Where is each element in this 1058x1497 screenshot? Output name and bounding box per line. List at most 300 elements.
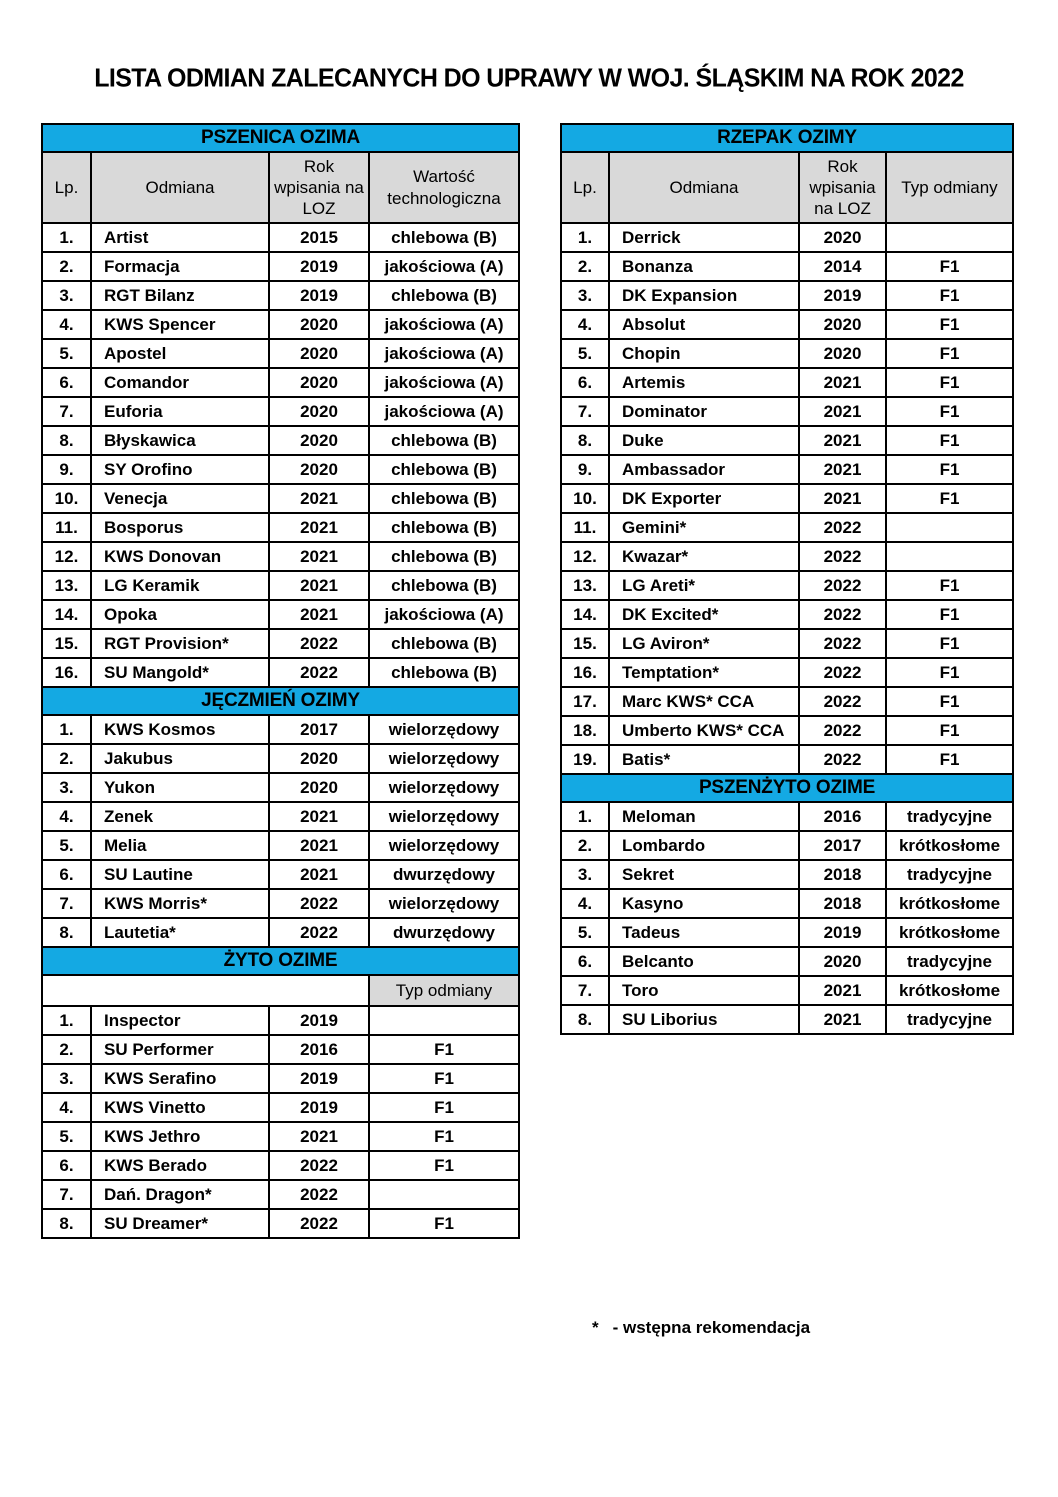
type-value-cell: jakościowa (A)	[369, 310, 519, 339]
row-number-cell: 4.	[42, 802, 91, 831]
year-cell: 2019	[269, 1093, 369, 1122]
row-number-cell: 3.	[42, 281, 91, 310]
row-number-cell: 7.	[42, 397, 91, 426]
year-cell: 2021	[799, 976, 886, 1005]
year-cell: 2022	[799, 716, 886, 745]
row-number-cell: 16.	[561, 658, 609, 687]
year-cell: 2021	[799, 484, 886, 513]
type-value-cell: jakościowa (A)	[369, 368, 519, 397]
type-value-cell: F1	[369, 1122, 519, 1151]
type-value-cell: F1	[886, 339, 1013, 368]
variety-name-cell: LG Areti*	[609, 571, 799, 600]
variety-name-cell: Marc KWS* CCA	[609, 687, 799, 716]
row-number-cell: 13.	[561, 571, 609, 600]
variety-name-cell: Batis*	[609, 745, 799, 774]
table-row	[561, 889, 1013, 918]
year-cell: 2021	[269, 571, 369, 600]
type-value-cell: tradycyjne	[886, 1005, 1013, 1034]
page-title: LISTA ODMIAN ZALECANYCH DO UPRAWY W WOJ. ŚLĄSKIM NA ROK 2022	[94, 63, 964, 93]
table-row	[561, 252, 1013, 281]
table-row	[561, 831, 1013, 860]
table-row	[561, 745, 1013, 774]
table-row	[561, 571, 1013, 600]
col-header-typ-zyto-ozime: Typ odmiany	[369, 975, 519, 1006]
type-value-cell: krótkosłome	[886, 831, 1013, 860]
table-row	[42, 542, 519, 571]
year-cell: 2021	[269, 1122, 369, 1151]
row-number-cell: 6.	[561, 368, 609, 397]
empty-subheader-zyto-ozime	[42, 975, 369, 1006]
row-number-cell: 6.	[42, 368, 91, 397]
type-value-cell: krótkosłome	[886, 889, 1013, 918]
table-row	[561, 223, 1013, 252]
year-cell: 2021	[269, 600, 369, 629]
table-row	[42, 252, 519, 281]
variety-name-cell: SU Lautine	[91, 860, 269, 889]
row-number-cell: 3.	[561, 860, 609, 889]
variety-name-cell: Artist	[91, 223, 269, 252]
table-row	[42, 223, 519, 252]
table-row	[561, 687, 1013, 716]
variety-name-cell: Dań. Dragon*	[91, 1180, 269, 1209]
row-number-cell: 10.	[561, 484, 609, 513]
type-value-cell: chlebowa (B)	[369, 571, 519, 600]
table-row	[561, 600, 1013, 629]
row-number-cell: 4.	[42, 1093, 91, 1122]
year-cell: 2022	[799, 629, 886, 658]
year-cell: 2022	[799, 542, 886, 571]
variety-name-cell: SU Dreamer*	[91, 1209, 269, 1238]
type-value-cell: F1	[886, 281, 1013, 310]
table-row	[42, 1209, 519, 1238]
table-row	[42, 571, 519, 600]
type-value-cell: jakościowa (A)	[369, 397, 519, 426]
variety-name-cell: Absolut	[609, 310, 799, 339]
year-cell: 2022	[269, 918, 369, 947]
year-cell: 2021	[799, 1005, 886, 1034]
year-cell: 2022	[269, 629, 369, 658]
type-value-cell: chlebowa (B)	[369, 426, 519, 455]
table-row	[42, 1151, 519, 1180]
variety-name-cell: Artemis	[609, 368, 799, 397]
type-value-cell	[886, 542, 1013, 571]
row-number-cell: 1.	[42, 1006, 91, 1035]
year-cell: 2019	[269, 281, 369, 310]
type-value-cell: tradycyjne	[886, 860, 1013, 889]
variety-name-cell: DK Excited*	[609, 600, 799, 629]
table-row	[42, 1180, 519, 1209]
row-number-cell: 1.	[561, 802, 609, 831]
year-cell: 2022	[799, 571, 886, 600]
row-number-cell: 6.	[42, 860, 91, 889]
type-value-cell	[369, 1180, 519, 1209]
year-cell: 2014	[799, 252, 886, 281]
type-value-cell: wielorzędowy	[369, 773, 519, 802]
type-value-cell: F1	[369, 1151, 519, 1180]
col-header-lp-pszenica-ozima: Lp.	[42, 152, 91, 223]
type-value-cell: F1	[886, 658, 1013, 687]
type-value-cell: chlebowa (B)	[369, 658, 519, 687]
type-value-cell: F1	[886, 716, 1013, 745]
row-number-cell: 2.	[42, 252, 91, 281]
year-cell: 2020	[269, 744, 369, 773]
table-row	[42, 310, 519, 339]
footnote-asterisk: *	[592, 1318, 599, 1337]
table-row	[561, 716, 1013, 745]
year-cell: 2022	[799, 745, 886, 774]
table-row	[561, 310, 1013, 339]
type-value-cell: jakościowa (A)	[369, 339, 519, 368]
type-value-cell: F1	[886, 310, 1013, 339]
type-value-cell: chlebowa (B)	[369, 484, 519, 513]
year-cell: 2017	[269, 715, 369, 744]
year-cell: 2022	[799, 513, 886, 542]
table-row	[42, 368, 519, 397]
section-title-zyto-ozime: ŻYTO OZIME	[42, 947, 519, 975]
row-number-cell: 5.	[42, 1122, 91, 1151]
variety-name-cell: Inspector	[91, 1006, 269, 1035]
year-cell: 2022	[799, 687, 886, 716]
year-cell: 2022	[799, 600, 886, 629]
variety-name-cell: DK Exporter	[609, 484, 799, 513]
table-row	[42, 1006, 519, 1035]
row-number-cell: 10.	[42, 484, 91, 513]
variety-name-cell: KWS Spencer	[91, 310, 269, 339]
type-value-cell: dwurzędowy	[369, 918, 519, 947]
row-number-cell: 6.	[42, 1151, 91, 1180]
row-number-cell: 6.	[561, 947, 609, 976]
row-number-cell: 1.	[42, 715, 91, 744]
row-number-cell: 7.	[561, 397, 609, 426]
type-value-cell: krótkosłome	[886, 976, 1013, 1005]
type-value-cell: F1	[886, 368, 1013, 397]
table-row	[561, 658, 1013, 687]
variety-name-cell: Ambassador	[609, 455, 799, 484]
row-number-cell: 7.	[561, 976, 609, 1005]
table-row	[42, 455, 519, 484]
type-value-cell	[369, 1006, 519, 1035]
year-cell: 2021	[269, 484, 369, 513]
table-row	[42, 629, 519, 658]
table-row	[561, 368, 1013, 397]
year-cell: 2018	[799, 889, 886, 918]
table-row	[561, 976, 1013, 1005]
type-value-cell: wielorzędowy	[369, 889, 519, 918]
table-row	[561, 542, 1013, 571]
type-value-cell: wielorzędowy	[369, 744, 519, 773]
type-value-cell: chlebowa (B)	[369, 223, 519, 252]
variety-name-cell: Chopin	[609, 339, 799, 368]
type-value-cell: F1	[886, 397, 1013, 426]
row-number-cell: 13.	[42, 571, 91, 600]
year-cell: 2020	[799, 310, 886, 339]
variety-name-cell: Jakubus	[91, 744, 269, 773]
row-number-cell: 2.	[42, 744, 91, 773]
type-value-cell: jakościowa (A)	[369, 252, 519, 281]
table-row	[561, 426, 1013, 455]
row-number-cell: 3.	[561, 281, 609, 310]
type-value-cell: F1	[369, 1035, 519, 1064]
year-cell: 2019	[269, 1064, 369, 1093]
row-number-cell: 8.	[561, 1005, 609, 1034]
table-row	[42, 513, 519, 542]
col-header-value-rzepak-ozimy: Typ odmiany	[886, 152, 1013, 223]
type-value-cell: F1	[886, 455, 1013, 484]
row-number-cell: 3.	[42, 773, 91, 802]
row-number-cell: 4.	[561, 310, 609, 339]
row-number-cell: 9.	[561, 455, 609, 484]
row-number-cell: 1.	[561, 223, 609, 252]
variety-name-cell: Temptation*	[609, 658, 799, 687]
year-cell: 2020	[269, 339, 369, 368]
year-cell: 2021	[269, 513, 369, 542]
row-number-cell: 5.	[42, 339, 91, 368]
year-cell: 2016	[269, 1035, 369, 1064]
row-number-cell: 17.	[561, 687, 609, 716]
type-value-cell: wielorzędowy	[369, 802, 519, 831]
year-cell: 2016	[799, 802, 886, 831]
variety-name-cell: Umberto KWS* CCA	[609, 716, 799, 745]
row-number-cell: 7.	[42, 889, 91, 918]
table-row	[561, 947, 1013, 976]
table-row	[42, 773, 519, 802]
right-table-stack	[560, 123, 1012, 1035]
type-value-cell: chlebowa (B)	[369, 542, 519, 571]
row-number-cell: 2.	[42, 1035, 91, 1064]
type-value-cell: F1	[886, 252, 1013, 281]
table-row	[42, 802, 519, 831]
table-row	[42, 860, 519, 889]
type-value-cell: tradycyjne	[886, 802, 1013, 831]
table-row	[42, 426, 519, 455]
row-number-cell: 1.	[42, 223, 91, 252]
table-row	[42, 715, 519, 744]
type-value-cell: chlebowa (B)	[369, 281, 519, 310]
right-tables	[560, 123, 1014, 1035]
variety-name-cell: DK Expansion	[609, 281, 799, 310]
type-value-cell: F1	[886, 687, 1013, 716]
table-row	[42, 339, 519, 368]
type-value-cell: tradycyjne	[886, 947, 1013, 976]
year-cell: 2022	[269, 889, 369, 918]
year-cell: 2022	[799, 658, 886, 687]
variety-name-cell: Derrick	[609, 223, 799, 252]
variety-name-cell: Bonanza	[609, 252, 799, 281]
type-value-cell: chlebowa (B)	[369, 629, 519, 658]
row-number-cell: 8.	[42, 426, 91, 455]
year-cell: 2019	[799, 281, 886, 310]
year-cell: 2021	[799, 426, 886, 455]
col-header-odmiana-rzepak-ozimy: Odmiana	[609, 152, 799, 223]
row-number-cell: 9.	[42, 455, 91, 484]
year-cell: 2021	[269, 542, 369, 571]
variety-name-cell: RGT Bilanz	[91, 281, 269, 310]
table-row	[561, 397, 1013, 426]
variety-name-cell: KWS Morris*	[91, 889, 269, 918]
type-value-cell: F1	[886, 629, 1013, 658]
variety-name-cell: RGT Provision*	[91, 629, 269, 658]
table-row	[42, 1064, 519, 1093]
col-header-value-pszenica-ozima: Wartość technologiczna	[369, 152, 519, 223]
year-cell: 2020	[799, 339, 886, 368]
table-row	[561, 281, 1013, 310]
table-row	[561, 918, 1013, 947]
row-number-cell: 15.	[561, 629, 609, 658]
year-cell: 2020	[269, 368, 369, 397]
type-value-cell: jakościowa (A)	[369, 600, 519, 629]
table-row	[42, 1093, 519, 1122]
variety-name-cell: KWS Donovan	[91, 542, 269, 571]
row-number-cell: 2.	[561, 831, 609, 860]
row-number-cell: 5.	[561, 339, 609, 368]
variety-name-cell: LG Aviron*	[609, 629, 799, 658]
type-value-cell: F1	[886, 745, 1013, 774]
col-header-lp-rzepak-ozimy: Lp.	[561, 152, 609, 223]
year-cell: 2019	[799, 918, 886, 947]
variety-name-cell: Kwazar*	[609, 542, 799, 571]
table-row	[42, 918, 519, 947]
type-value-cell: F1	[886, 426, 1013, 455]
year-cell: 2020	[269, 426, 369, 455]
year-cell: 2019	[269, 252, 369, 281]
year-cell: 2019	[269, 1006, 369, 1035]
variety-name-cell: Bosporus	[91, 513, 269, 542]
variety-name-cell: KWS Jethro	[91, 1122, 269, 1151]
year-cell: 2018	[799, 860, 886, 889]
variety-name-cell: SY Orofino	[91, 455, 269, 484]
year-cell: 2021	[269, 802, 369, 831]
type-value-cell	[886, 513, 1013, 542]
row-number-cell: 4.	[561, 889, 609, 918]
table-row	[42, 1122, 519, 1151]
variety-name-cell: Comandor	[91, 368, 269, 397]
table-row	[42, 744, 519, 773]
row-number-cell: 5.	[42, 831, 91, 860]
row-number-cell: 8.	[561, 426, 609, 455]
row-number-cell: 7.	[42, 1180, 91, 1209]
col-header-rok-pszenica-ozima: Rok wpisania na LOZ	[269, 152, 369, 223]
type-value-cell: F1	[886, 484, 1013, 513]
variety-name-cell: Lautetia*	[91, 918, 269, 947]
type-value-cell: dwurzędowy	[369, 860, 519, 889]
variety-name-cell: Opoka	[91, 600, 269, 629]
row-number-cell: 12.	[42, 542, 91, 571]
type-value-cell: F1	[886, 600, 1013, 629]
year-cell: 2020	[799, 947, 886, 976]
variety-name-cell: Melia	[91, 831, 269, 860]
footnote-text: - wstępna rekomendacja	[612, 1318, 811, 1337]
type-value-cell: chlebowa (B)	[369, 455, 519, 484]
year-cell: 2015	[269, 223, 369, 252]
variety-name-cell: Lombardo	[609, 831, 799, 860]
year-cell: 2020	[269, 773, 369, 802]
variety-name-cell: SU Liborius	[609, 1005, 799, 1034]
variety-name-cell: KWS Berado	[91, 1151, 269, 1180]
variety-name-cell: Belcanto	[609, 947, 799, 976]
table-row	[42, 397, 519, 426]
type-value-cell: wielorzędowy	[369, 831, 519, 860]
variety-name-cell: Apostel	[91, 339, 269, 368]
section-title-jeczmien-ozimy: JĘCZMIEŃ OZIMY	[42, 687, 519, 715]
col-header-odmiana-pszenica-ozima: Odmiana	[91, 152, 269, 223]
year-cell: 2021	[799, 368, 886, 397]
variety-name-cell: Euforia	[91, 397, 269, 426]
table-row	[42, 658, 519, 687]
table-row	[561, 484, 1013, 513]
row-number-cell: 11.	[561, 513, 609, 542]
type-value-cell: chlebowa (B)	[369, 513, 519, 542]
table-row	[42, 889, 519, 918]
type-value-cell: F1	[886, 571, 1013, 600]
variety-name-cell: Sekret	[609, 860, 799, 889]
row-number-cell: 2.	[561, 252, 609, 281]
year-cell: 2017	[799, 831, 886, 860]
row-number-cell: 3.	[42, 1064, 91, 1093]
variety-name-cell: Zenek	[91, 802, 269, 831]
row-number-cell: 14.	[42, 600, 91, 629]
col-header-rok-rzepak-ozimy: Rok wpisania na LOZ	[799, 152, 886, 223]
table-row	[42, 1035, 519, 1064]
table-row	[561, 513, 1013, 542]
year-cell: 2020	[269, 455, 369, 484]
variety-name-cell: SU Mangold*	[91, 658, 269, 687]
year-cell: 2020	[269, 310, 369, 339]
table-row	[42, 484, 519, 513]
variety-name-cell: Yukon	[91, 773, 269, 802]
year-cell: 2022	[269, 658, 369, 687]
row-number-cell: 11.	[42, 513, 91, 542]
variety-name-cell: Kasyno	[609, 889, 799, 918]
type-value-cell: wielorzędowy	[369, 715, 519, 744]
table-row	[42, 281, 519, 310]
row-number-cell: 8.	[42, 1209, 91, 1238]
row-number-cell: 14.	[561, 600, 609, 629]
type-value-cell	[886, 223, 1013, 252]
section-title-pszenzyto-ozime: PSZENŻYTO OZIME	[561, 774, 1013, 802]
year-cell: 2020	[799, 223, 886, 252]
row-number-cell: 19.	[561, 745, 609, 774]
variety-name-cell: KWS Serafino	[91, 1064, 269, 1093]
variety-name-cell: KWS Vinetto	[91, 1093, 269, 1122]
row-number-cell: 16.	[42, 658, 91, 687]
year-cell: 2021	[269, 860, 369, 889]
type-value-cell: krótkosłome	[886, 918, 1013, 947]
year-cell: 2022	[269, 1180, 369, 1209]
section-title-pszenica-ozima: PSZENICA OZIMA	[42, 124, 519, 152]
variety-name-cell: SU Performer	[91, 1035, 269, 1064]
table-row	[561, 629, 1013, 658]
row-number-cell: 5.	[561, 918, 609, 947]
variety-name-cell: Duke	[609, 426, 799, 455]
variety-name-cell: Toro	[609, 976, 799, 1005]
variety-name-cell: Tadeus	[609, 918, 799, 947]
table-row	[42, 600, 519, 629]
variety-name-cell: Venecja	[91, 484, 269, 513]
left-table-stack	[41, 123, 518, 1239]
year-cell: 2021	[799, 397, 886, 426]
type-value-cell: F1	[369, 1209, 519, 1238]
variety-name-cell: Meloman	[609, 802, 799, 831]
variety-name-cell: Błyskawica	[91, 426, 269, 455]
year-cell: 2021	[269, 831, 369, 860]
section-title-rzepak-ozimy: RZEPAK OZIMY	[561, 124, 1013, 152]
table-row	[561, 339, 1013, 368]
variety-name-cell: Dominator	[609, 397, 799, 426]
variety-name-cell: Formacja	[91, 252, 269, 281]
type-value-cell: F1	[369, 1064, 519, 1093]
row-number-cell: 12.	[561, 542, 609, 571]
variety-name-cell: LG Keramik	[91, 571, 269, 600]
